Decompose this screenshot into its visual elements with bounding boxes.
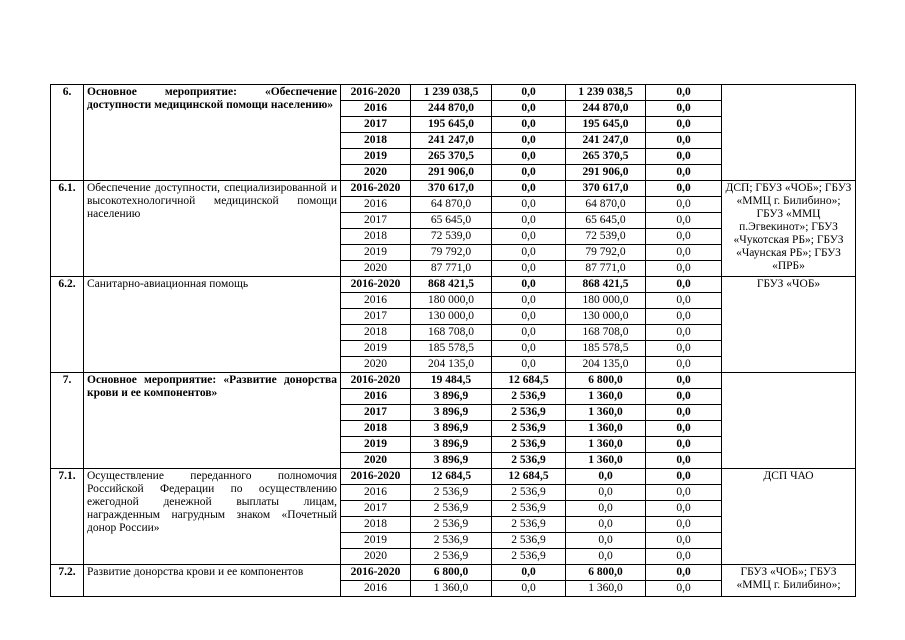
regional-cell: 1 360,0 [566,421,646,437]
period-cell: 2017 [341,501,411,517]
total-cell: 3 896,9 [411,421,492,437]
other-cell: 0,0 [646,245,722,261]
regional-cell: 1 360,0 [566,389,646,405]
federal-cell: 0,0 [492,261,566,277]
period-cell: 2020 [341,357,411,373]
regional-cell: 1 360,0 [566,437,646,453]
regional-cell: 244 870,0 [566,101,646,117]
total-cell: 2 536,9 [411,501,492,517]
total-cell: 370 617,0 [411,181,492,197]
total-cell: 3 896,9 [411,405,492,421]
period-cell: 2020 [341,261,411,277]
total-cell: 12 684,5 [411,469,492,485]
item-description: Обеспечение доступности, специализированной и высокотехнологичной медицинской помощи населению [84,181,341,277]
federal-cell: 2 536,9 [492,405,566,421]
federal-cell: 0,0 [492,213,566,229]
table-row [51,469,856,485]
regional-cell: 265 370,5 [566,149,646,165]
regional-cell: 180 000,0 [566,293,646,309]
total-cell: 291 906,0 [411,165,492,181]
other-cell: 0,0 [646,565,722,581]
regional-cell: 79 792,0 [566,245,646,261]
other-cell: 0,0 [646,533,722,549]
federal-cell: 2 536,9 [492,389,566,405]
other-cell: 0,0 [646,501,722,517]
total-cell: 2 536,9 [411,549,492,565]
regional-cell: 168 708,0 [566,325,646,341]
regional-cell: 0,0 [566,549,646,565]
regional-cell: 1 360,0 [566,453,646,469]
period-cell: 2018 [341,133,411,149]
period-cell: 2020 [341,165,411,181]
period-cell: 2017 [341,309,411,325]
table-row [51,277,856,293]
federal-cell: 0,0 [492,581,566,597]
other-cell: 0,0 [646,405,722,421]
period-cell: 2016 [341,293,411,309]
federal-cell: 2 536,9 [492,533,566,549]
total-cell: 3 896,9 [411,389,492,405]
period-cell: 2018 [341,517,411,533]
table-row [51,85,856,101]
other-cell: 0,0 [646,581,722,597]
total-cell: 130 000,0 [411,309,492,325]
federal-cell: 0,0 [492,197,566,213]
period-cell: 2016-2020 [341,85,411,101]
period-cell: 2019 [341,341,411,357]
federal-cell: 0,0 [492,117,566,133]
other-cell: 0,0 [646,229,722,245]
other-cell: 0,0 [646,197,722,213]
other-cell: 0,0 [646,437,722,453]
total-cell: 72 539,0 [411,229,492,245]
regional-cell: 291 906,0 [566,165,646,181]
period-cell: 2016 [341,101,411,117]
item-number: 7. [51,373,84,469]
total-cell: 64 870,0 [411,197,492,213]
total-cell: 180 000,0 [411,293,492,309]
other-cell: 0,0 [646,485,722,501]
table-row [51,373,856,389]
period-cell: 2016-2020 [341,181,411,197]
other-cell: 0,0 [646,117,722,133]
federal-cell: 0,0 [492,293,566,309]
responsible-executor [722,85,856,181]
regional-cell: 241 247,0 [566,133,646,149]
regional-cell: 0,0 [566,533,646,549]
total-cell: 241 247,0 [411,133,492,149]
period-cell: 2016 [341,485,411,501]
period-cell: 2017 [341,213,411,229]
other-cell: 0,0 [646,325,722,341]
other-cell: 0,0 [646,453,722,469]
federal-cell: 12 684,5 [492,469,566,485]
other-cell: 0,0 [646,421,722,437]
period-cell: 2018 [341,229,411,245]
period-cell: 2019 [341,437,411,453]
other-cell: 0,0 [646,341,722,357]
total-cell: 2 536,9 [411,533,492,549]
table-row [51,181,856,197]
regional-cell: 370 617,0 [566,181,646,197]
total-cell: 1 239 038,5 [411,85,492,101]
regional-cell: 0,0 [566,517,646,533]
federal-cell: 2 536,9 [492,421,566,437]
regional-cell: 87 771,0 [566,261,646,277]
period-cell: 2019 [341,533,411,549]
regional-cell: 1 360,0 [566,405,646,421]
period-cell: 2019 [341,245,411,261]
regional-cell: 1 239 038,5 [566,85,646,101]
item-description: Основное мероприятие: «Обеспечение доступности медицинской помощи населению» [84,85,341,181]
total-cell: 195 645,0 [411,117,492,133]
other-cell: 0,0 [646,165,722,181]
responsible-executor: ДСП; ГБУЗ «ЧОБ»; ГБУЗ «ММЦ г. Билибино»; ГБУЗ «ММЦ п.Эгвекинот»; ГБУЗ «Чукотская РБ»; ГБУЗ «Чаунская РБ»; ГБУЗ «ПРБ» [722,181,856,277]
federal-cell: 2 536,9 [492,501,566,517]
federal-cell: 0,0 [492,277,566,293]
responsible-executor: ГБУЗ «ЧОБ»; ГБУЗ «ММЦ г. Билибино»; [722,565,856,597]
item-number: 6.1. [51,181,84,277]
federal-cell: 2 536,9 [492,437,566,453]
federal-cell: 0,0 [492,101,566,117]
other-cell: 0,0 [646,213,722,229]
regional-cell: 64 870,0 [566,197,646,213]
total-cell: 185 578,5 [411,341,492,357]
period-cell: 2018 [341,421,411,437]
regional-cell: 185 578,5 [566,341,646,357]
total-cell: 3 896,9 [411,453,492,469]
responsible-executor [722,373,856,469]
other-cell: 0,0 [646,85,722,101]
item-number: 7.1. [51,469,84,565]
regional-cell: 868 421,5 [566,277,646,293]
total-cell: 6 800,0 [411,565,492,581]
federal-cell: 0,0 [492,133,566,149]
regional-cell: 6 800,0 [566,373,646,389]
total-cell: 1 360,0 [411,581,492,597]
federal-cell: 12 684,5 [492,373,566,389]
other-cell: 0,0 [646,101,722,117]
regional-cell: 0,0 [566,501,646,517]
responsible-executor: ГБУЗ «ЧОБ» [722,277,856,373]
period-cell: 2020 [341,453,411,469]
period-cell: 2016 [341,197,411,213]
total-cell: 265 370,5 [411,149,492,165]
federal-cell: 0,0 [492,181,566,197]
period-cell: 2020 [341,549,411,565]
federal-cell: 2 536,9 [492,517,566,533]
table-body [51,85,856,597]
other-cell: 0,0 [646,277,722,293]
item-description: Основное мероприятие: «Развитие донорства крови и ее компонентов» [84,373,341,469]
total-cell: 2 536,9 [411,517,492,533]
item-description: Осуществление переданного полномочия Российской Федерации по осуществлению ежегодной денежной выплаты лицам, награжденным нагрудным знаком «Почетный донор России» [84,469,341,565]
period-cell: 2019 [341,149,411,165]
federal-cell: 0,0 [492,565,566,581]
regional-cell: 72 539,0 [566,229,646,245]
other-cell: 0,0 [646,293,722,309]
regional-cell: 204 135,0 [566,357,646,373]
period-cell: 2018 [341,325,411,341]
federal-cell: 2 536,9 [492,485,566,501]
other-cell: 0,0 [646,389,722,405]
responsible-executor: ДСП ЧАО [722,469,856,565]
item-number: 7.2. [51,565,84,597]
regional-cell: 130 000,0 [566,309,646,325]
regional-cell: 65 645,0 [566,213,646,229]
federal-cell: 0,0 [492,341,566,357]
other-cell: 0,0 [646,261,722,277]
federal-cell: 2 536,9 [492,549,566,565]
federal-cell: 2 536,9 [492,453,566,469]
other-cell: 0,0 [646,549,722,565]
total-cell: 2 536,9 [411,485,492,501]
program-table [50,84,856,597]
period-cell: 2016-2020 [341,277,411,293]
other-cell: 0,0 [646,309,722,325]
period-cell: 2017 [341,117,411,133]
total-cell: 244 870,0 [411,101,492,117]
period-cell: 2016-2020 [341,565,411,581]
federal-cell: 0,0 [492,357,566,373]
federal-cell: 0,0 [492,165,566,181]
item-description: Санитарно-авиационная помощь [84,277,341,373]
total-cell: 868 421,5 [411,277,492,293]
federal-cell: 0,0 [492,85,566,101]
total-cell: 204 135,0 [411,357,492,373]
federal-cell: 0,0 [492,309,566,325]
period-cell: 2016-2020 [341,373,411,389]
table-row [51,565,856,581]
total-cell: 65 645,0 [411,213,492,229]
period-cell: 2016-2020 [341,469,411,485]
total-cell: 168 708,0 [411,325,492,341]
total-cell: 3 896,9 [411,437,492,453]
regional-cell: 1 360,0 [566,581,646,597]
item-number: 6. [51,85,84,181]
federal-cell: 0,0 [492,245,566,261]
period-cell: 2016 [341,389,411,405]
regional-cell: 0,0 [566,485,646,501]
total-cell: 19 484,5 [411,373,492,389]
federal-cell: 0,0 [492,325,566,341]
total-cell: 79 792,0 [411,245,492,261]
period-cell: 2017 [341,405,411,421]
other-cell: 0,0 [646,357,722,373]
total-cell: 87 771,0 [411,261,492,277]
other-cell: 0,0 [646,149,722,165]
period-cell: 2016 [341,581,411,597]
regional-cell: 195 645,0 [566,117,646,133]
federal-cell: 0,0 [492,229,566,245]
other-cell: 0,0 [646,517,722,533]
other-cell: 0,0 [646,181,722,197]
item-description: Развитие донорства крови и ее компонентов [84,565,341,597]
regional-cell: 6 800,0 [566,565,646,581]
other-cell: 0,0 [646,469,722,485]
federal-cell: 0,0 [492,149,566,165]
other-cell: 0,0 [646,133,722,149]
item-number: 6.2. [51,277,84,373]
regional-cell: 0,0 [566,469,646,485]
other-cell: 0,0 [646,373,722,389]
